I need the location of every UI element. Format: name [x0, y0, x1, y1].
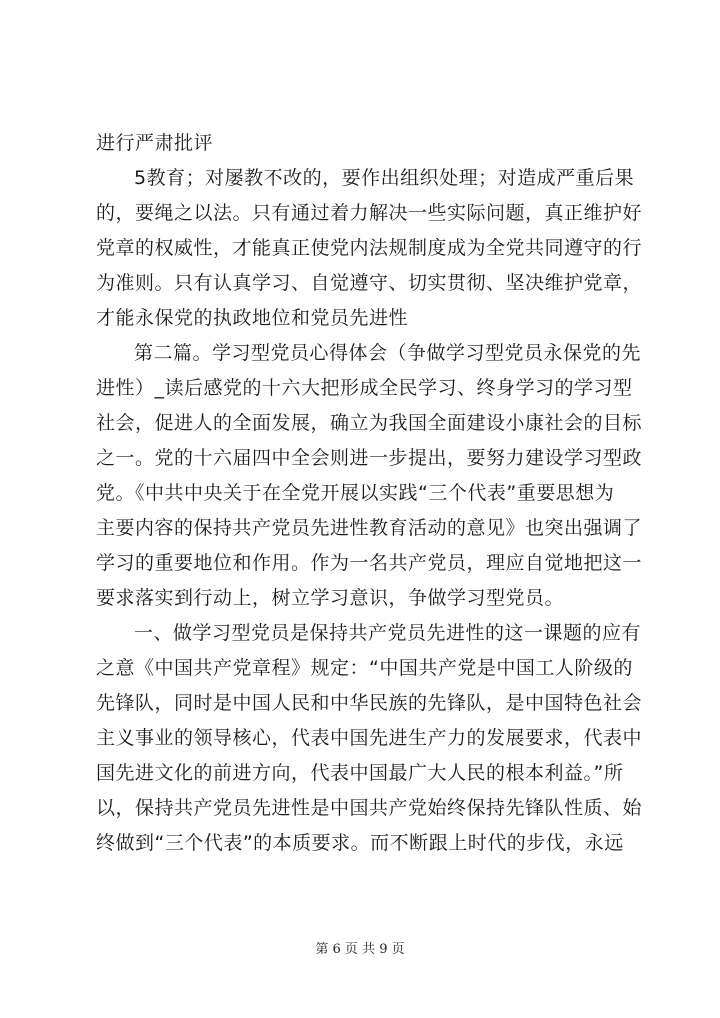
text-line: 为准则。只有认真学习、自觉遵守、切实贯彻、坚决维护党章，: [96, 272, 643, 294]
text-line: 要求落实到行动上，树立学习意识，争做学习型党员。: [96, 587, 565, 609]
text-line: 学习的重要地位和作用。作为一名共产党员，理应自觉地把这一: [96, 552, 643, 574]
text-line: 5教育；对屡教不改的，要作出组织处理；对造成严重后果: [134, 167, 635, 189]
text-line: 以，保持共产党员先进性是中国共产党始终保持先锋队性质、始: [96, 797, 643, 819]
text-line: 才能永保党的执政地位和党员先进性: [96, 307, 409, 329]
text-line: 党。《中共中央关于在全党开展以实践“三个代表”重要思想为: [96, 482, 615, 504]
text-line: 先锋队，同时是中国人民和中华民族的先锋队，是中国特色社会: [96, 692, 643, 714]
text-line: 的，要绳之以法。只有通过着力解决一些实际问题，真正维护好: [96, 202, 643, 224]
text-line: 社会，促进人的全面发展，确立为我国全面建设小康社会的目标: [96, 412, 643, 434]
text-line: 主义事业的领导核心，代表中国先进生产力的发展要求，代表中: [96, 727, 643, 749]
text-line: 进行严肃批评: [96, 132, 214, 154]
text-line: 终做到“三个代表”的本质要求。而不断跟上时代的步伐，永远: [96, 832, 624, 854]
text-line: 第二篇。学习型党员心得体会（争做学习型党员永保党的先: [134, 342, 642, 364]
text-line: 国先进文化的前进方向，代表中国最广大人民的根本利益。”所: [96, 762, 624, 784]
text-line: 主要内容的保持共产党员先进性教育活动的意见》也突出强调了: [96, 517, 643, 539]
text-line: 之意《中国共产党章程》规定：“中国共产党是中国工人阶级的: [96, 657, 633, 679]
page-indicator: 第 6 页 共 9 页: [315, 942, 405, 957]
text-line: 进性）_读后感党的十六大把形成全民学习、终身学习的学习型: [96, 377, 633, 399]
text-line: 一、做学习型党员是保持共产党员先进性的这一课题的应有: [134, 622, 642, 644]
text-line: 党章的权威性，才能真正使党内法规制度成为全党共同遵守的行: [96, 237, 643, 259]
text-line: 之一。党的十六届四中全会则进一步提出，要努力建设学习型政: [96, 447, 643, 469]
